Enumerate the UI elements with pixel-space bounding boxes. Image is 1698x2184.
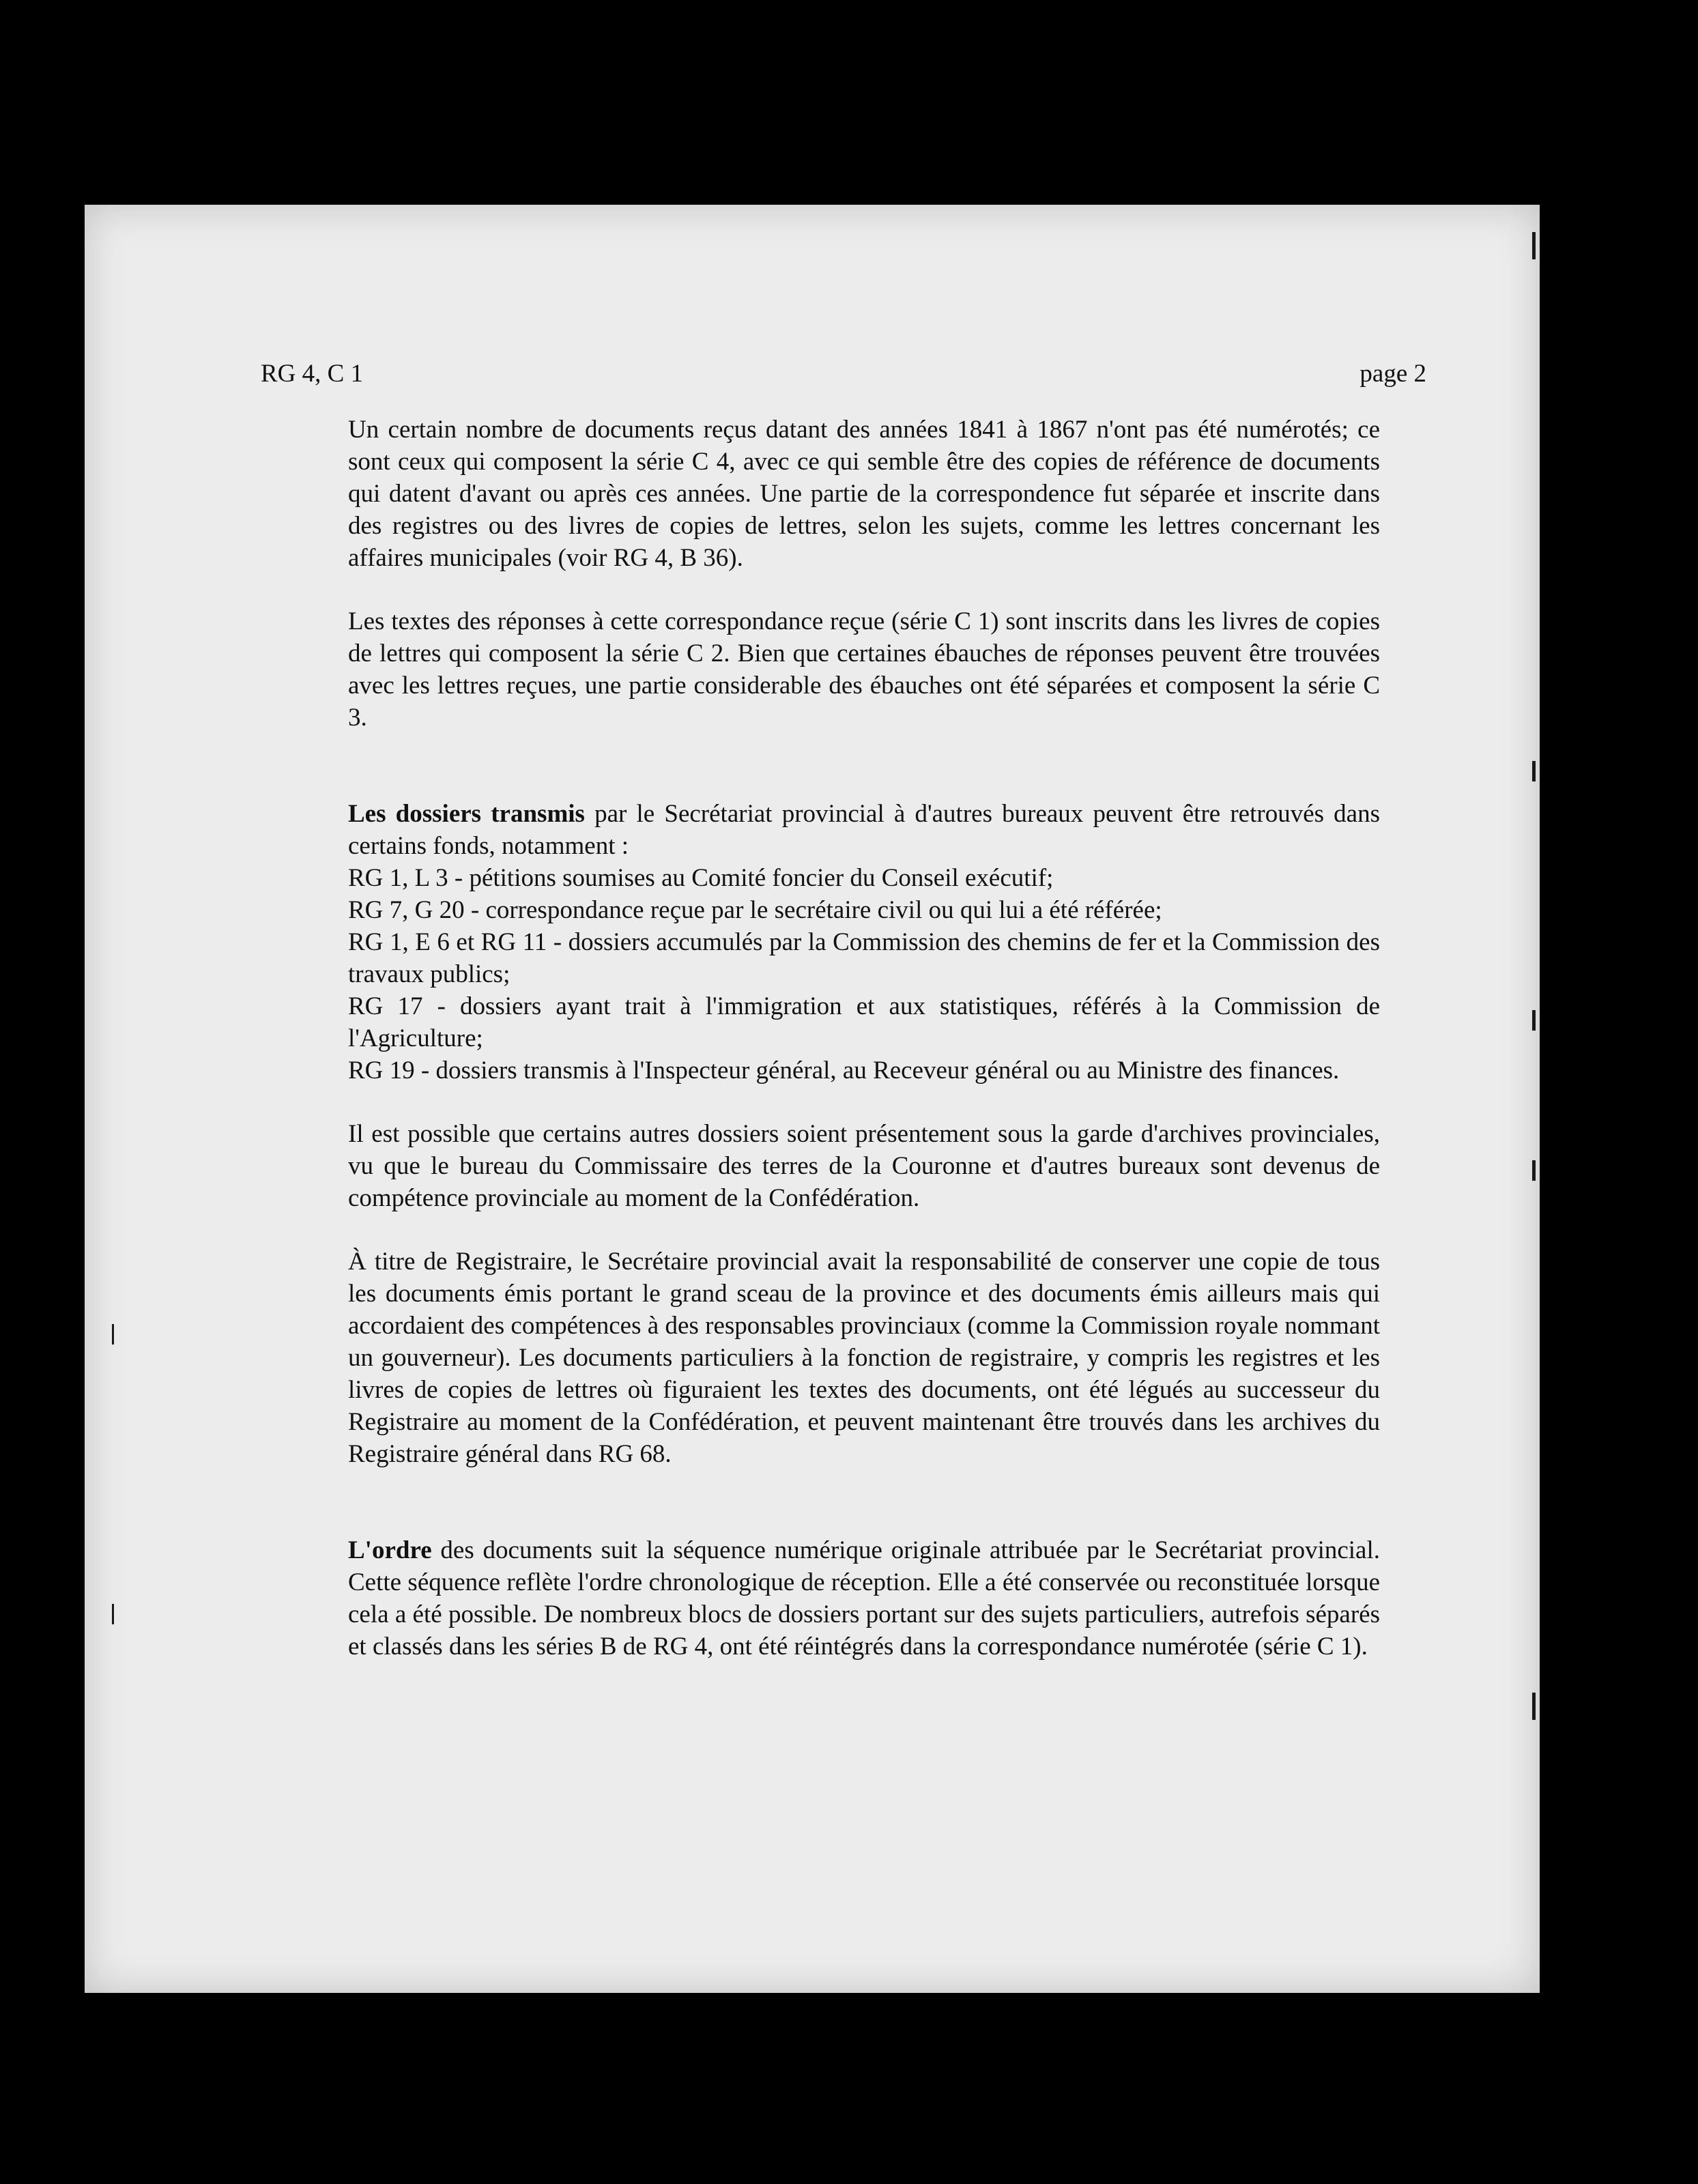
scan-edge-mark (1532, 761, 1536, 781)
scan-edge-mark (112, 1604, 114, 1624)
paragraph-provincial-archives: Il est possible que certains autres dossiers soient présentement sous la garde d'archives provinciales, vu que le bureau du Commissaire des terres de la Couronne et d'autres bureaux sont devenus de compétence provinciale au moment de la Confédération. (348, 1120, 1380, 1212)
series-reference: RG 4, C 1 (261, 360, 364, 388)
list-item: RG 17 - dossiers ayant trait à l'immigration et aux statistiques, référés à la Commission de l'Agriculture; (348, 992, 1380, 1052)
page-number: page 2 (1359, 360, 1426, 388)
page-header (261, 359, 1426, 400)
paragraph-unnumbered-documents: Un certain nombre de documents reçus datant des années 1841 à 1867 n'ont pas été numérotés; ce sont ceux qui composent la série C 4, avec ce qui semble être des copies de référence de documents qui datent d'avant ou après ces années. Une partie de la correspondence fut séparée et inscrite dans des registres ou des livres de copies de lettres, selon les sujets, comme les lettres concernant les affaires municipales (voir RG 4, B 36). (348, 416, 1380, 572)
paragraph-replies: Les textes des réponses à cette correspondance reçue (série C 1) sont inscrits dans les livres de copies de lettres qui composent la série C 2. Bien que certaines ébauches de réponses peuvent être trouvées avec les lettres reçues, une partie considerable des ébauches ont été séparées et composent la série C 3. (348, 607, 1380, 732)
scan-edge-mark (1532, 1010, 1536, 1031)
transmitted-files-list (348, 862, 1380, 1087)
transmitted-files-intro: par le Secrétariat provincial à d'autres bureaux peuvent être retrouvés dans certains fonds, notamment : (348, 800, 1381, 860)
paragraph-transmitted-files (348, 798, 1380, 862)
list-item: RG 19 - dossiers transmis à l'Inspecteur général, au Receveur général ou au Ministre des finances. (348, 1057, 1340, 1084)
scan-edge-mark (1532, 232, 1536, 259)
list-item: RG 1, E 6 et RG 11 - dossiers accumulés par la Commission des chemins de fer et la Commission des travaux publics; (348, 928, 1380, 988)
scan-edge-mark (1532, 1160, 1536, 1181)
scan-edge-mark (112, 1324, 114, 1345)
document-body (348, 414, 1380, 1663)
list-item: RG 7, G 20 - correspondance reçue par le secrétaire civil ou qui lui a été référée; (348, 896, 1162, 924)
transmitted-files-heading: Les dossiers transmis (348, 800, 585, 828)
paragraph-registrar: À titre de Registraire, le Secrétaire provincial avait la responsabilité de conserver une copie de tous les documents émis portant le grand sceau de la province et des documents émis ailleurs mais qui accordaient des compétences à des responsables provinciaux (comme la Commission royale nommant un gouverneur). Les documents particuliers à la fonction de registraire, y compris les registres et les livres de copies de lettres où figuraient les textes des documents, ont été légués au successeur du Registraire au moment de la Confédération, et peuvent maintenant être trouvés dans les archives du Registraire général dans RG 68. (348, 1248, 1380, 1468)
scan-edge-mark (1532, 1693, 1536, 1720)
document-order-text: des documents suit la séquence numérique originale attribuée par le Secrétariat provincial. Cette séquence reflète l'ordre chronologique de réception. Elle a été conservée ou reconstituée lorsque cela a été possible. De nombreux blocs de dossiers portant sur des sujets particuliers, autrefois séparés et classés dans les séries B de RG 4, ont été réintégrés dans la correspondance numérotée (série C 1). (348, 1536, 1380, 1661)
paragraph-document-order (348, 1534, 1380, 1663)
scanned-page (85, 205, 1540, 1993)
document-order-heading: L'ordre (348, 1536, 432, 1564)
list-item: RG 1, L 3 - pétitions soumises au Comité foncier du Conseil exécutif; (348, 864, 1054, 892)
